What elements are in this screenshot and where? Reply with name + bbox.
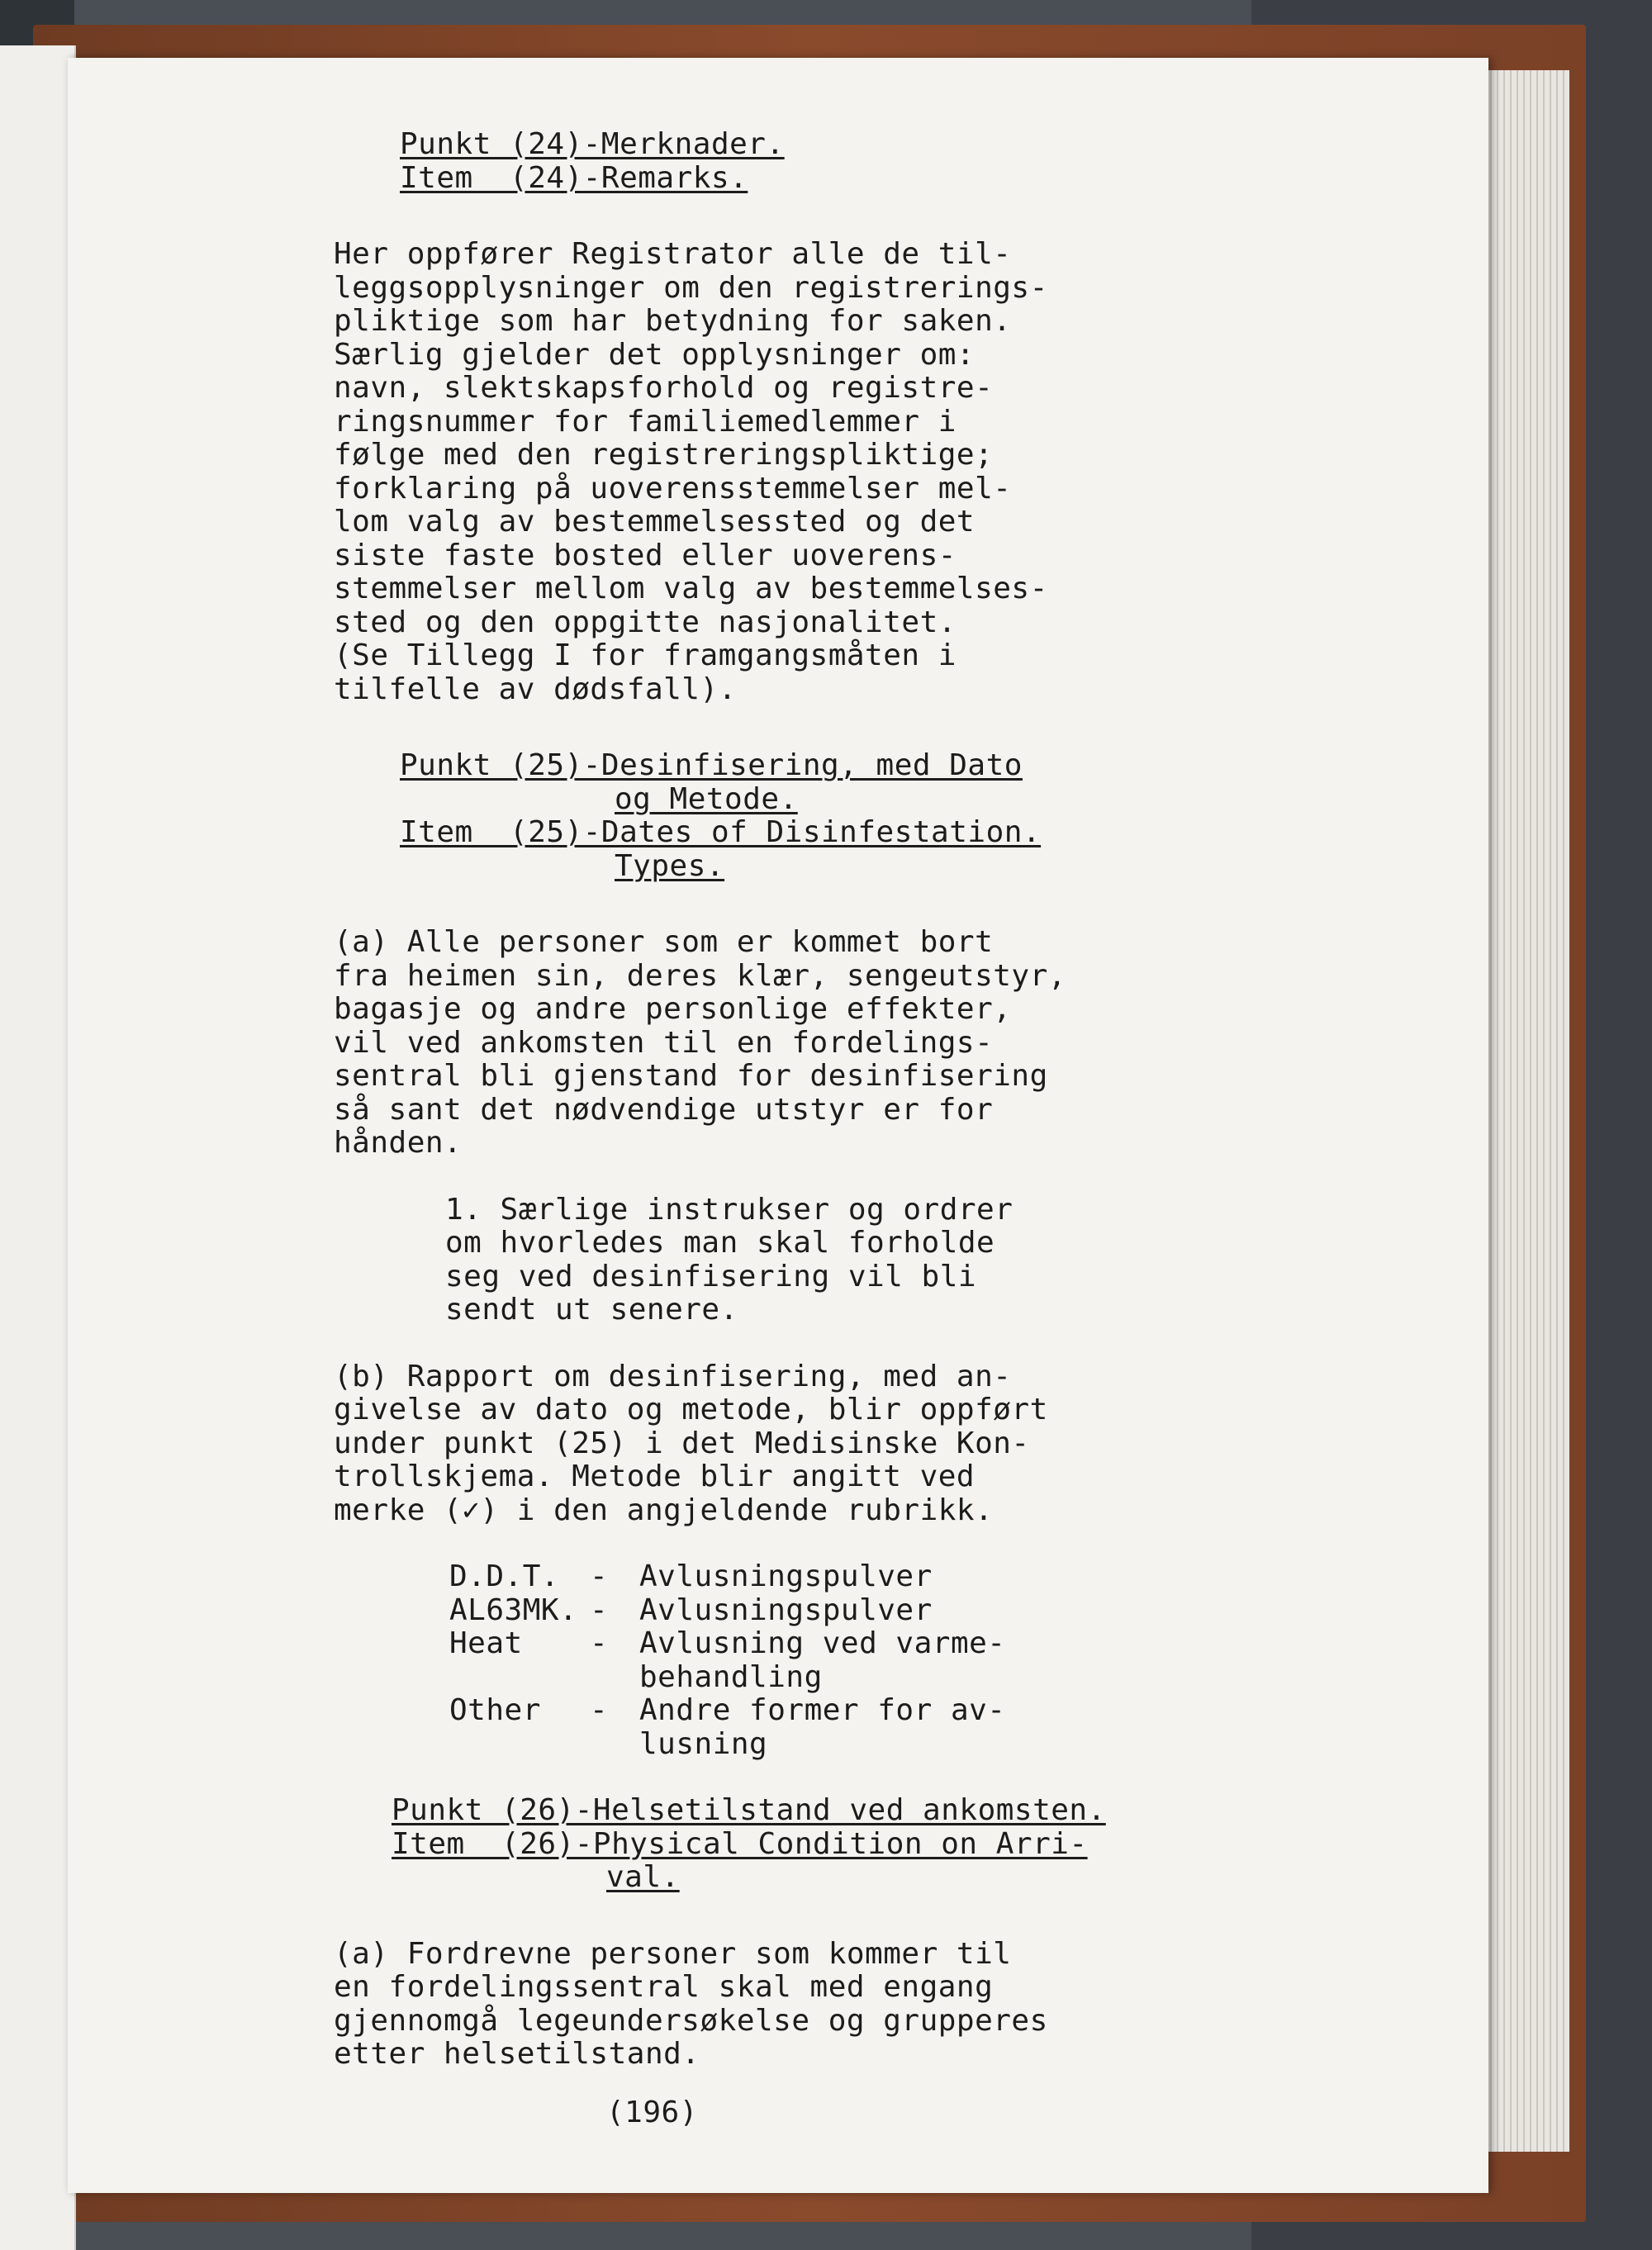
method-name: D.D.T. bbox=[449, 1559, 560, 1593]
heading-25-line-1: Punkt (25)-Desinfisering, med Dato bbox=[400, 748, 1023, 782]
heading-item-24 bbox=[400, 128, 1259, 195]
paragraph-26a: (a) Fordrevne personer som kommer til en fordelingssentral skal med engang gjennomgå legeundersøkelse og grupperes etter helsetilstand. bbox=[334, 1936, 1048, 2071]
method-name: Heat bbox=[449, 1626, 523, 1660]
heading-24-line-2: Item (24)-Remarks. bbox=[400, 160, 748, 195]
heading-24-line-1: Punkt (24)-Merknader. bbox=[400, 127, 785, 161]
heading-25-line-2: og Metode. bbox=[615, 781, 798, 816]
page-content bbox=[334, 128, 1259, 2129]
book-page bbox=[68, 58, 1488, 2193]
facing-page-edge bbox=[0, 45, 76, 2250]
method-name: AL63MK. bbox=[449, 1593, 578, 1627]
method-desc: Andre former for av- lusning bbox=[639, 1693, 1006, 1761]
method-name: Other bbox=[449, 1693, 541, 1727]
methods-list bbox=[449, 1560, 1259, 1761]
heading-26-line-3: val. bbox=[606, 1860, 680, 1894]
paragraph-remarks: Her oppfører Registrator alle de til- leggsopplysninger om den registrerings- pliktige som har betydning for saken. Særlig gjelder det opplysninger om: navn, slektskapsforhold og registre- ringsnummer for familiemedlemmer i følge med den registreringspliktige; forklaring på uoverensstemmelser mel- lom valg av bestemmelsessted og det siste faste bosted eller uoverens- stemmelser mellom valg av bestemmelses- sted og den oppgitte nasjonalitet. (Se Tillegg I for framgangsmåten i tilfelle av dødsfall). bbox=[334, 237, 1048, 706]
heading-26-line-1: Punkt (26)-Helsetilstand ved ankomsten. bbox=[392, 1793, 1106, 1827]
page-edges bbox=[1479, 70, 1569, 2152]
method-desc: Avlusningspulver bbox=[639, 1559, 933, 1593]
heading-25-line-3: Item (25)-Dates of Disinfestation. bbox=[400, 815, 1042, 849]
heading-26-line-2: Item (26)-Physical Condition on Arri- bbox=[392, 1826, 1088, 1861]
heading-item-25 bbox=[400, 749, 1259, 883]
list-item-1: 1. Særlige instrukser og ordrer om hvorledes man skal forholde seg ved desinfisering vil bli sendt ut senere. bbox=[445, 1192, 1014, 1327]
method-desc: Avlusning ved varme- behandling bbox=[639, 1626, 1006, 1694]
paragraph-25a: (a) Alle personer som er kommet bort fra heimen sin, deres klær, sengeutstyr, bagasje og andre personlige effekter, vil ved ankomsten til en fordelings- sentral bli gjenstand for desinfisering så sant det nødvendige utstyr er for hånden. bbox=[334, 925, 1066, 1160]
page-number: (196) bbox=[606, 2095, 698, 2129]
paragraph-25b: (b) Rapport om desinfisering, med an- givelse av dato og metode, blir oppført under punkt (25) i det Medisinske Kon- trollskjema. Metode blir angitt ved merke (✓) i den angjeldende rubrikk. bbox=[334, 1359, 1048, 1527]
method-dash: - bbox=[590, 1693, 609, 1727]
method-dash: - bbox=[590, 1593, 609, 1627]
method-dash: - bbox=[590, 1626, 609, 1660]
heading-25-line-4: Types. bbox=[615, 848, 725, 883]
method-desc: Avlusningspulver bbox=[639, 1593, 933, 1627]
method-dash: - bbox=[590, 1559, 609, 1593]
heading-item-26 bbox=[392, 1794, 1259, 1895]
